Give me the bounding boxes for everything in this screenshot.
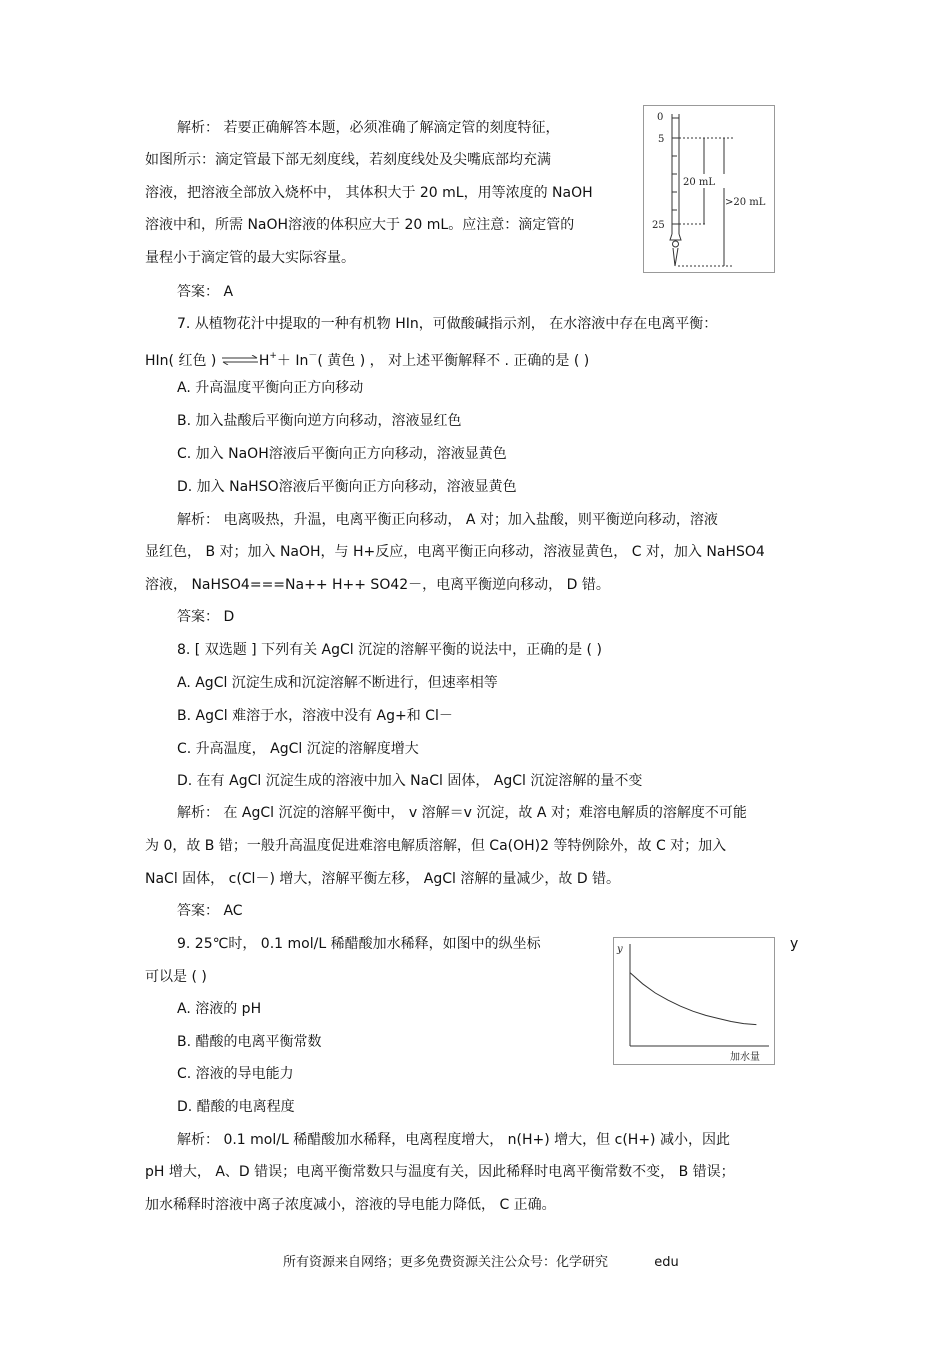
burette-label-gt20ml: >20 mL [725, 197, 766, 208]
q7-stem-line-1: 7. 从植物花汁中提取的一种有机物 HIn，可做酸碱指示剂， 在水溶液中存在电离平衡： [177, 316, 718, 332]
q7-option-d: D. 加入 NaHSO溶液后平衡向正方向移动，溶液显黄色 [177, 479, 517, 495]
burette-tick-0: 0 [657, 112, 664, 123]
q9-option-d: D. 醋酸的电离程度 [177, 1099, 295, 1115]
q7-analysis-line-3: 溶液， NaHSO4===Na++ H++ SO42－，电离平衡逆向移动， D 错。 [145, 577, 610, 593]
q6-analysis-line-5: 量程小于滴定管的最大实际容量。 [145, 250, 355, 266]
q9-analysis-line-3: 加水稀释时溶液中离子浓度减小，溶液的导电能力降低， C 正确。 [145, 1197, 556, 1213]
q8-answer: 答案： AC [177, 903, 243, 919]
q8-analysis-line-1: 解析： 在 AgCl 沉淀的溶解平衡中， v 溶解＝v 沉淀，故 A 对；难溶电解质的溶解度不可能 [177, 805, 747, 821]
dilution-chart [613, 937, 775, 1065]
q8-option-c: C. 升高温度， AgCl 沉淀的溶解度增大 [177, 741, 419, 757]
chart-y-label: y [617, 944, 623, 955]
footer-text: 所有资源来自网络；更多免费资源关注公众号：化学研究 [283, 1255, 609, 1270]
q8-analysis-line-3: NaCl 固体， c(Cl－) 增大，溶解平衡左移， AgCl 溶解的量减少，故 D 错。 [145, 871, 621, 887]
q9-stem-line-1: 9. 25℃时， 0.1 mol/L 稀醋酸加水稀释，如图中的纵坐标 [177, 936, 541, 952]
q7-answer: 答案： D [177, 609, 235, 625]
q7-option-c: C. 加入 NaOH溶液后平衡向正方向移动，溶液显黄色 [177, 446, 507, 462]
q7-option-b: B. 加入盐酸后平衡向逆方向移动，溶液显红色 [177, 413, 462, 429]
q6-analysis-line-4: 溶液中和，所需 NaOH溶液的体积应大于 20 mL。应注意：滴定管的 [145, 217, 575, 233]
q7-option-a: A. 升高温度平衡向正方向移动 [177, 380, 364, 396]
burette-label-20ml: 20 mL [683, 177, 716, 188]
equilibrium-arrow-icon [221, 351, 259, 371]
q9-option-b: B. 醋酸的电离平衡常数 [177, 1034, 322, 1050]
q9-stem-line-2: 可以是 ( ) [145, 969, 207, 985]
chart-x-label: 加水量 [730, 1052, 760, 1063]
footer-suffix: edu [654, 1255, 679, 1270]
q9-stem-y: y [790, 936, 799, 952]
q7-analysis-line-1: 解析： 电离吸热，升温，电离平衡正向移动， A 对；加入盐酸，则平衡逆向移动，溶液 [177, 512, 718, 528]
q6-analysis-line-2: 如图所示：滴定管最下部无刻度线，若刻度线处及尖嘴底部均充满 [145, 152, 551, 168]
q7-stem-line-2: HIn( 红色 ) H+＋ In－( 黄色 ) ， 对上述平衡解释不 . 正确的是 ( ) [145, 351, 590, 369]
burette-tick-25: 25 [652, 220, 665, 231]
q9-analysis-line-1: 解析： 0.1 mol/L 稀醋酸加水稀释，电离程度增大， n(H+) 增大，但 c(H+) 减小，因此 [177, 1132, 730, 1148]
q8-analysis-line-2: 为 0，故 B 错；一般升高温度促进难溶电解质溶解，但 Ca(OH)2 等特例除外，故 C 对；加入 [145, 838, 727, 854]
q8-stem: 8. [ 双选题 ] 下列有关 AgCl 沉淀的溶解平衡的说法中，正确的是 ( ) [177, 642, 602, 658]
burette-figure [643, 105, 775, 273]
q7-analysis-line-2: 显红色， B 对；加入 NaOH，与 H+反应，电离平衡正向移动，溶液显黄色， C 对，加入 NaHSO4 [145, 544, 765, 560]
q8-option-a: A. AgCl 沉淀生成和沉淀溶解不断进行，但速率相等 [177, 675, 498, 691]
q9-option-c: C. 溶液的导电能力 [177, 1066, 294, 1082]
q6-answer: 答案： A [177, 284, 234, 300]
q8-option-b: B. AgCl 难溶于水，溶液中没有 Ag+和 Cl－ [177, 708, 453, 724]
q6-analysis-line-1: 解析： 若要正确解答本题，必须准确了解滴定管的刻度特征， [177, 120, 560, 136]
footer [283, 1251, 679, 1270]
q8-option-d: D. 在有 AgCl 沉淀生成的溶液中加入 NaCl 固体， AgCl 沉淀溶解的量不变 [177, 773, 643, 789]
q9-option-a: A. 溶液的 pH [177, 1001, 262, 1017]
burette-tick-5: 5 [658, 134, 665, 145]
q9-analysis-line-2: pH 增大， A、D 错误；电离平衡常数只与温度有关，因此稀释时电离平衡常数不变， B 错误； [145, 1164, 735, 1180]
q6-analysis-line-3: 溶液，把溶液全部放入烧杯中， 其体积大于 20 mL，用等浓度的 NaOH [145, 185, 593, 201]
chart-series-line [630, 973, 756, 1025]
